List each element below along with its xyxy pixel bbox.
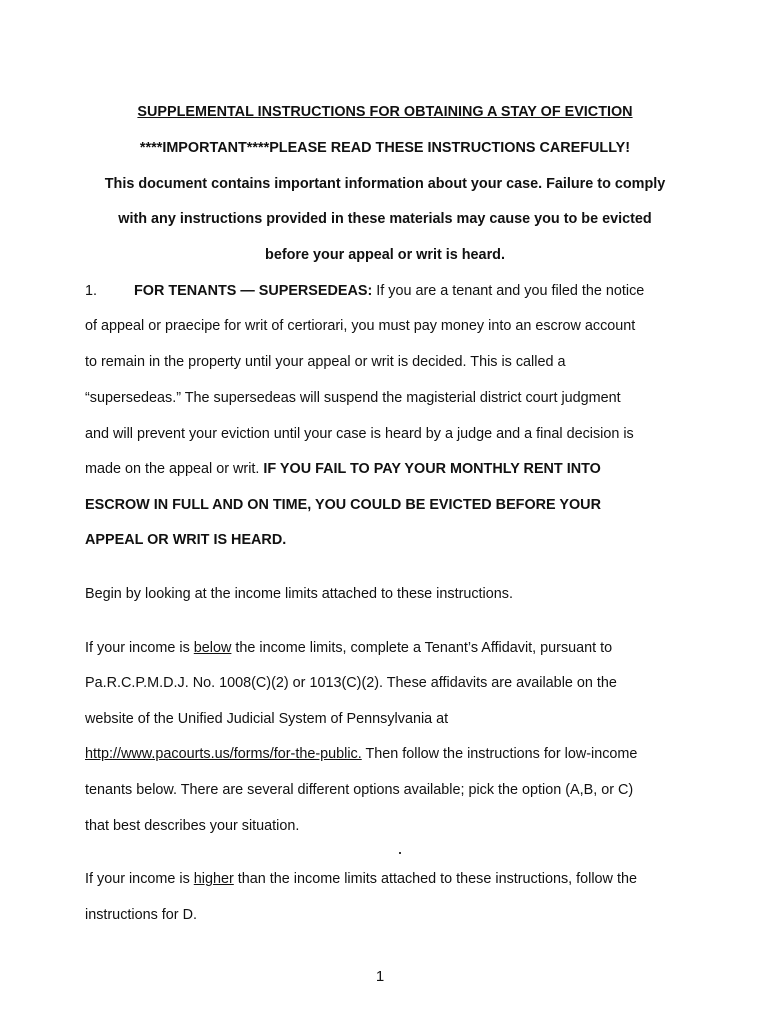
higher-emphasis: higher bbox=[193, 871, 234, 887]
stray-mark bbox=[399, 852, 401, 854]
important-notice: ****IMPORTANT****PLEASE READ THESE INSTRUCTIONS CAREFULLY! bbox=[139, 140, 631, 156]
intro-line-2: with any instructions provided in these materials may cause you to be evicted bbox=[118, 211, 652, 227]
begin-paragraph: Begin by looking at the income limits attached to these instructions. bbox=[85, 586, 513, 602]
section-1-text: If you are a tenant and you filed the notice bbox=[372, 283, 645, 299]
section-number: 1. bbox=[85, 283, 98, 299]
section-1-line-7: ESCROW IN FULL AND ON TIME, YOU COULD BE EVICTED BEFORE YOUR bbox=[85, 497, 601, 513]
section-1-line-6: made on the appeal or writ. IF YOU FAIL TO PAY YOUR MONTHLY RENT INTO bbox=[85, 461, 601, 477]
below-paragraph-line-3: website of the Unified Judicial System of Pennsylvania at bbox=[85, 711, 449, 727]
page-number: 1 bbox=[375, 968, 385, 985]
section-1-line-5: and will prevent your eviction until your case is heard by a judge and a final decision is bbox=[85, 426, 634, 442]
below-emphasis: below bbox=[193, 640, 232, 656]
intro-line-3: before your appeal or writ is heard. bbox=[265, 247, 505, 263]
higher-paragraph-line-2: instructions for D. bbox=[85, 907, 197, 923]
section-1-line-1 bbox=[85, 283, 644, 299]
section-1-line-2: of appeal or praecipe for writ of certiorari, you must pay money into an escrow account bbox=[85, 318, 636, 334]
warning-text: IF YOU FAIL TO PAY YOUR MONTHLY RENT INTO bbox=[263, 461, 601, 477]
section-heading: FOR TENANTS — SUPERSEDEAS: bbox=[134, 283, 373, 299]
section-1-line-4: “supersedeas.” The supersedeas will suspend the magisterial district court judgment bbox=[85, 390, 621, 406]
section-1-line-8: APPEAL OR WRIT IS HEARD. bbox=[85, 532, 287, 548]
below-paragraph-line-5: tenants below. There are several different options available; pick the option (A,B, or C) bbox=[85, 782, 634, 798]
forms-link[interactable]: http://www.pacourts.us/forms/for-the-public. bbox=[85, 746, 362, 762]
below-paragraph-line-1: If your income is below the income limits, complete a Tenant’s Affidavit, pursuant to bbox=[85, 640, 613, 656]
document-title: SUPPLEMENTAL INSTRUCTIONS FOR OBTAINING A STAY OF EVICTION bbox=[137, 104, 633, 120]
below-paragraph-line-4: http://www.pacourts.us/forms/for-the-public. Then follow the instructions for low-income bbox=[85, 746, 638, 762]
intro-line-1: This document contains important information about your case. Failure to comply bbox=[104, 176, 666, 192]
below-paragraph-line-6: that best describes your situation. bbox=[85, 818, 300, 834]
section-1-line-3: to remain in the property until your appeal or writ is decided. This is called a bbox=[85, 354, 566, 370]
below-paragraph-line-2: Pa.R.C.P.M.D.J. No. 1008(C)(2) or 1013(C)(2). These affidavits are available on the bbox=[85, 675, 617, 691]
higher-paragraph-line-1: If your income is higher than the income limits attached to these instructions, follow the bbox=[85, 871, 637, 887]
